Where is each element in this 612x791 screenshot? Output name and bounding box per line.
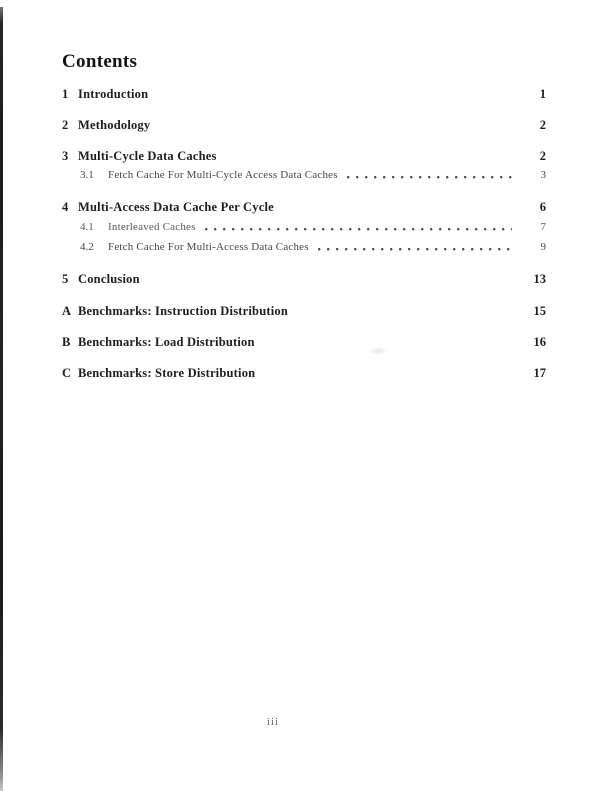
toc-entry-appendix-c [62, 366, 546, 381]
toc-entry-title: Multi-Access Data Cache Per Cycle [78, 200, 274, 214]
toc-entry-number: 3 [62, 149, 69, 163]
toc-entry-number: 3.1 [80, 169, 94, 181]
toc-entry-section-4-1 [62, 221, 546, 233]
toc-entry-page: 6 [539, 200, 546, 214]
toc-entry-title: Conclusion [78, 272, 140, 286]
toc-entry-page: 17 [533, 366, 546, 380]
toc-entry-number: 4 [62, 200, 69, 214]
toc-entry-number: B [62, 335, 71, 349]
toc-entry-number: 4.2 [80, 241, 94, 253]
toc-entry-number: C [62, 366, 72, 380]
toc-entry-chapter-2 [62, 118, 546, 133]
toc-entry-title: Interleaved Caches [108, 221, 196, 233]
toc-entry-title: Methodology [78, 118, 151, 132]
dot-leader [318, 248, 512, 251]
toc-entry-page: 9 [540, 241, 546, 253]
toc-entry-page: 13 [533, 272, 546, 286]
toc-entry-title: Benchmarks: Instruction Distribution [78, 304, 288, 318]
toc-entry-page: 3 [540, 169, 546, 181]
toc-entry-page: 16 [533, 335, 546, 349]
dot-leader [347, 176, 512, 179]
toc-entry-page: 7 [540, 221, 546, 233]
toc-entry-appendix-a [62, 304, 546, 319]
toc-entry-chapter-5 [62, 272, 546, 287]
toc-entry-number: A [62, 304, 72, 318]
page-title: Contents [62, 51, 138, 72]
toc-entry-number: 1 [62, 87, 69, 101]
toc-entry-page: 2 [539, 118, 546, 132]
toc-entry-title: Fetch Cache For Multi-Cycle Access Data Caches [108, 169, 338, 181]
toc-entry-title: Benchmarks: Store Distribution [78, 366, 256, 380]
toc-entry-title: Introduction [78, 87, 149, 101]
toc-entry-section-3-1 [62, 169, 546, 181]
toc-entry-section-4-2 [62, 241, 546, 253]
toc-entry-chapter-1 [62, 87, 546, 102]
dot-leader [205, 228, 512, 231]
toc-entry-appendix-b [62, 335, 546, 350]
toc-entry-title: Benchmarks: Load Distribution [78, 335, 255, 349]
toc-entry-page: 2 [539, 149, 546, 163]
toc-entry-title: Fetch Cache For Multi-Access Data Caches [108, 241, 309, 253]
toc-entry-number: 5 [62, 272, 69, 286]
toc-entry-number: 4.1 [80, 221, 94, 233]
toc-entry-chapter-3 [62, 149, 546, 164]
footer-page-number: iii [266, 716, 280, 728]
toc-entry-title: Multi-Cycle Data Caches [78, 149, 217, 163]
toc-entry-page: 1 [539, 87, 546, 101]
scan-edge-artifact [0, 7, 3, 791]
toc-entry-page: 15 [533, 304, 546, 318]
toc-entry-chapter-4 [62, 200, 546, 215]
toc-entry-number: 2 [62, 118, 69, 132]
